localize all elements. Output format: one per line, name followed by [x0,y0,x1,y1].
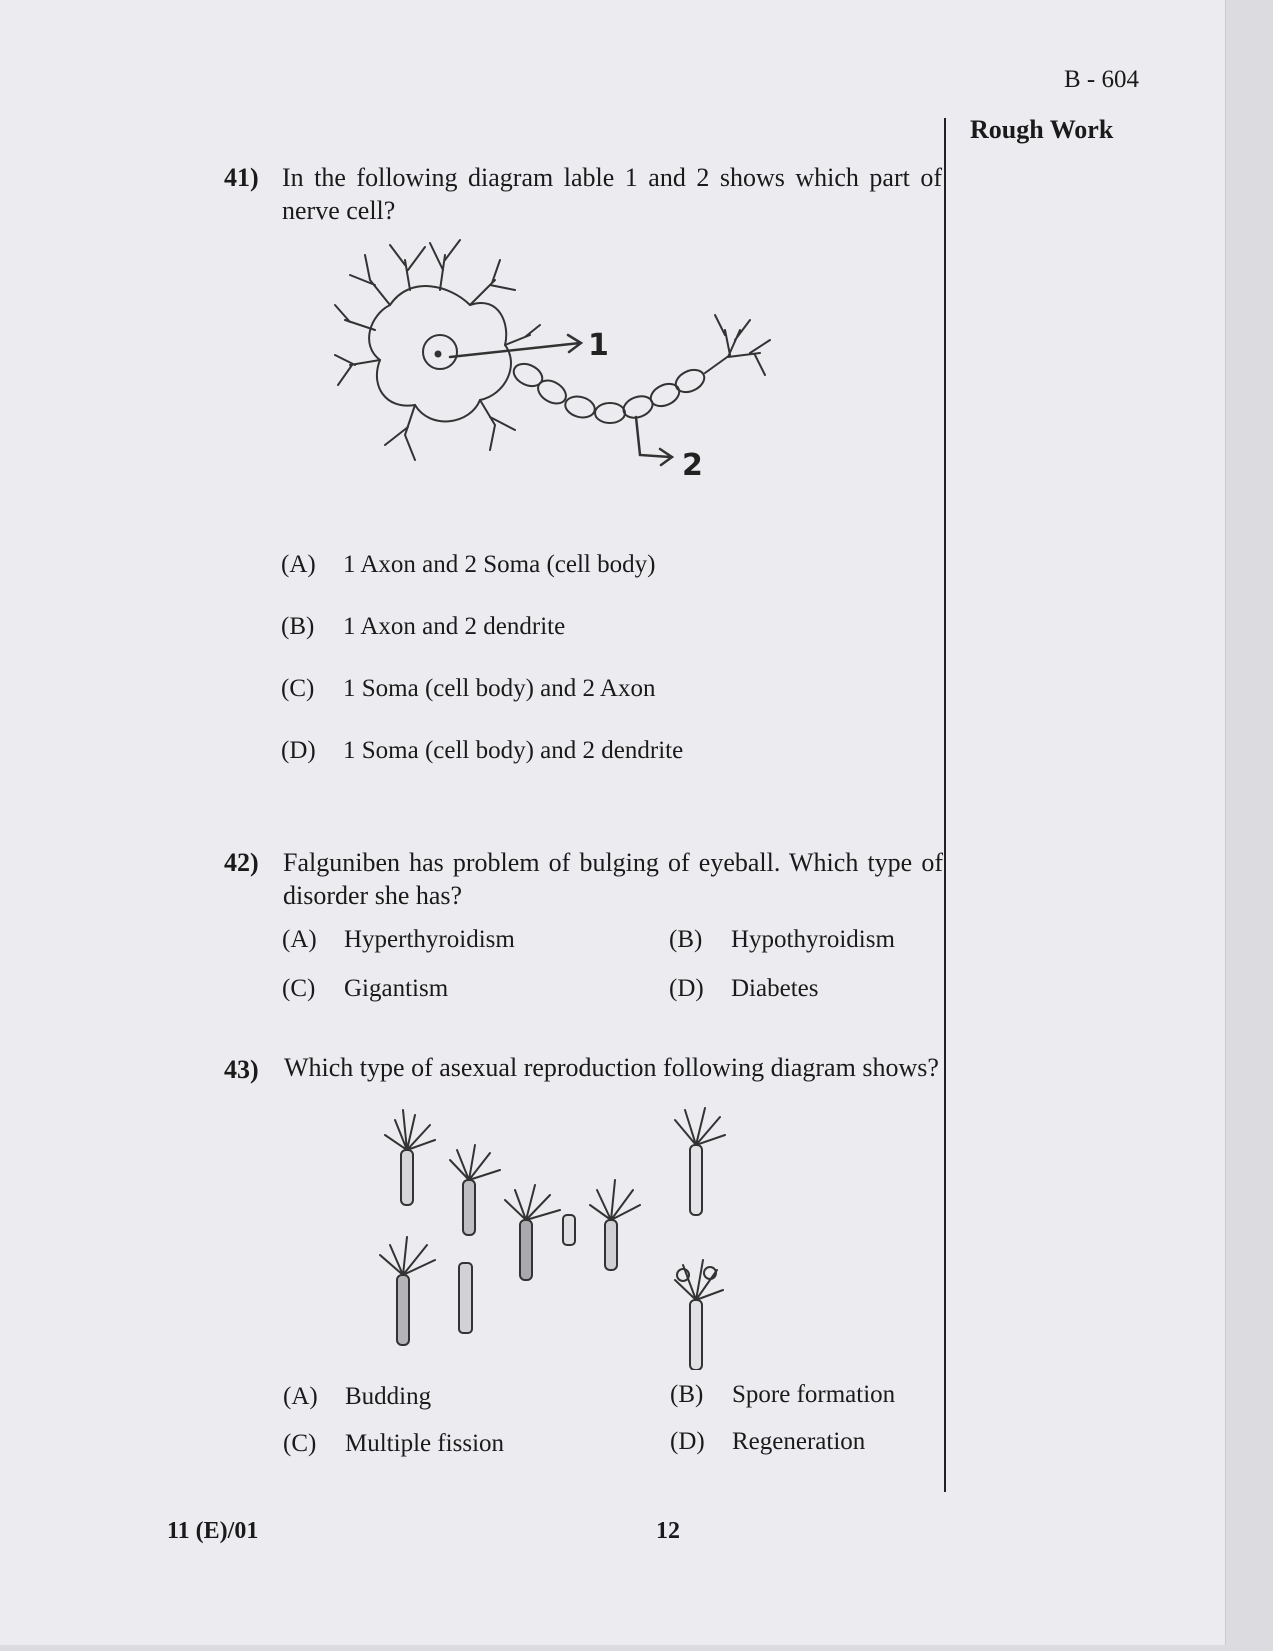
question-43-text: Which type of asexual reproduction following diagram shows? [284,1053,939,1082]
rough-work-divider [944,118,946,1492]
rough-work-heading: Rough Work [970,115,1114,144]
neuron-diagram [330,235,800,500]
q43-option-a[interactable]: (A) Budding [283,1383,432,1410]
q43-option-c[interactable]: (C) Multiple fission [283,1430,505,1457]
q42-option-c[interactable]: (C) Gigantism [282,975,449,1002]
q43-option-d[interactable]: (D) Regeneration [670,1428,866,1455]
hydra-diagram [365,1105,745,1370]
footer-code: 11 (E)/01 [167,1518,259,1544]
q42-option-b[interactable]: (B) Hypothyroidism [669,926,895,953]
question-42-number: 42) [224,848,259,877]
q41-option-b[interactable]: (B) 1 Axon and 2 dendrite [281,613,566,640]
diagram-label-1: 1 [588,328,609,363]
question-41-text: In the following diagram lable 1 and 2 shows which part of nerve cell? [282,163,942,225]
q41-option-d[interactable]: (D) 1 Soma (cell body) and 2 dendrite [281,737,684,764]
q41-option-a[interactable]: (A) 1 Axon and 2 Soma (cell body) [281,551,656,578]
question-42-text: Falguniben has problem of bulging of eyeball. Which type of disorder she has? [283,848,943,910]
q43-option-b[interactable]: (B) Spore formation [670,1381,896,1408]
paper-code: B - 604 [1064,66,1139,93]
q41-option-c[interactable]: (C) 1 Soma (cell body) and 2 Axon [281,675,656,702]
q42-option-d[interactable]: (D) Diabetes [669,975,819,1002]
question-41-number: 41) [224,163,259,192]
diagram-label-2: 2 [682,448,703,483]
q42-option-a[interactable]: (A) Hyperthyroidism [282,926,515,953]
question-43-number: 43) [224,1055,259,1084]
page-number: 12 [656,1518,680,1544]
